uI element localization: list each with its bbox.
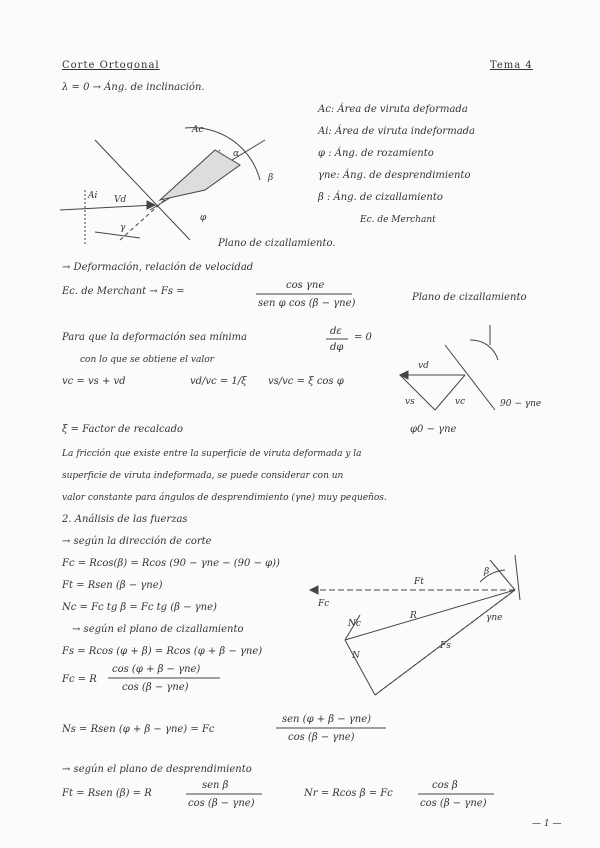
legend-item-beta: β : Áng. de cizallamiento (318, 192, 443, 203)
eq5-rhs-den: cos (β − γne) (420, 798, 487, 809)
fig3-label-gamma: γne (486, 613, 503, 623)
eq3-line2: Ft = Rsen (β − γne) (62, 580, 163, 591)
para2-line5: 2. Análisis de las fuerzas (62, 514, 188, 525)
legend-note: Ec. de Merchant (360, 215, 436, 225)
fig3-label-r: R (410, 611, 417, 621)
eq5-rhs-num: cos β (432, 780, 458, 791)
eq5-num: sen β (202, 780, 229, 791)
eq3-line3: Nc = Fc tg β = Fc tg (β − γne) (62, 602, 217, 613)
fig2-label-vc: vc (455, 397, 466, 407)
eq5-lhs: Ft = Rsen (β) = R (62, 788, 152, 799)
eq3-line6-den: cos (β − γne) (122, 682, 189, 693)
para1-frac-den: dφ (330, 342, 344, 353)
fig3-label-fc: Fc (318, 599, 330, 609)
legend-item-gamma: γne: Áng. de desprendimiento (318, 170, 471, 181)
para1-frac-num: dε (330, 326, 342, 337)
para1-line1: Para que la deformación sea mínima (62, 332, 248, 343)
fig3-label-n: N (352, 651, 360, 661)
fig1-label-beta: β (268, 173, 274, 183)
para1-line2: con lo que se obtiene el valor (80, 355, 214, 365)
fig1-label-vd: Vd (114, 195, 127, 205)
fig1-label-ac: Ac (192, 125, 204, 135)
eq5-den: cos (β − γne) (188, 798, 255, 809)
eq3-line5: Fs = Rcos (φ + β) = Rcos (φ + β − γne) (62, 646, 263, 657)
fig3-label-fs: Fs (440, 641, 451, 651)
eq1-numerator: cos γne (286, 280, 325, 291)
fig2-caption: φ0 − γne (410, 424, 457, 435)
label-shear-plane: Plano de cizallamiento (412, 292, 527, 303)
fig3-label-nc: Nc (348, 619, 361, 629)
sheet-label: Tema 4 (490, 60, 533, 71)
eq4-den: cos (β − γne) (288, 732, 355, 743)
fig3-label-ft: Ft (414, 577, 424, 587)
eq1-lhs: Ec. de Merchant → Fs = (62, 286, 185, 297)
para2-line2: La fricción que existe entre la superficie de viruta deformada y la (62, 449, 362, 459)
eq1-denominator: sen φ cos (β − γne) (258, 298, 356, 309)
legend-item-ac: Ac: Área de viruta deformada (318, 104, 468, 115)
fig1-label-ai: Ai (88, 191, 98, 201)
fig2-label-vd: vd (418, 361, 429, 371)
para2-line3: superficie de viruta indeformada, se puede considerar con un (62, 471, 344, 481)
page-number: — 1 — (532, 819, 562, 829)
para2-line1: ξ = Factor de recalcado (62, 424, 184, 435)
fig1-caption: Plano de cizallamiento. (218, 238, 336, 249)
para2-line6: → según la dirección de corte (62, 536, 212, 547)
note-inclination: λ = 0 → Áng. de inclinación. (62, 82, 205, 93)
section-rake-plane: → según el plano de desprendimiento (62, 764, 252, 775)
fig2-label-tool: 90 − γne (500, 399, 542, 409)
fig2-label-vs: vs (405, 397, 415, 407)
page-title: Corte Ortogonal (62, 60, 160, 71)
eq4-num: sen (φ + β − γne) (282, 714, 372, 725)
eq3-line1: Fc = Rcos(β) = Rcos (90 − γne − (90 − φ)) (62, 558, 280, 569)
eq3-line6-lhs: Fc = R (62, 674, 97, 685)
legend-item-ai: Ai: Área de viruta indeformada (318, 126, 476, 137)
eq2-part2: vd/vc = 1/ξ (190, 376, 247, 387)
legend-item-phi: φ : Áng. de rozamiento (318, 148, 434, 159)
fig1-label-phi: φ (200, 213, 207, 223)
para1-tail: = 0 (354, 332, 372, 343)
para2-line4: valor constante para ángulos de desprendimiento (γne) muy pequeños. (62, 493, 387, 503)
eq3-line6-num: cos (φ + β − γne) (112, 664, 201, 675)
eq2-part3: vs/vc = ξ cos φ (268, 376, 344, 387)
eq2-part1: vc = vs + vd (62, 376, 126, 387)
eq3-line4: → según el plano de cizallamiento (72, 624, 244, 635)
fig1-label-gamma: γ (120, 223, 126, 233)
fig3-label-beta: β (484, 567, 490, 577)
fig1-label-alpha: α (233, 149, 240, 159)
eq4-lhs: Ns = Rsen (φ + β − γne) = Fc (62, 724, 215, 735)
eq5-rhs-lhs: Nr = Rcos β = Fc (304, 788, 393, 799)
section-deformation: → Deformación, relación de velocidad (62, 262, 254, 273)
